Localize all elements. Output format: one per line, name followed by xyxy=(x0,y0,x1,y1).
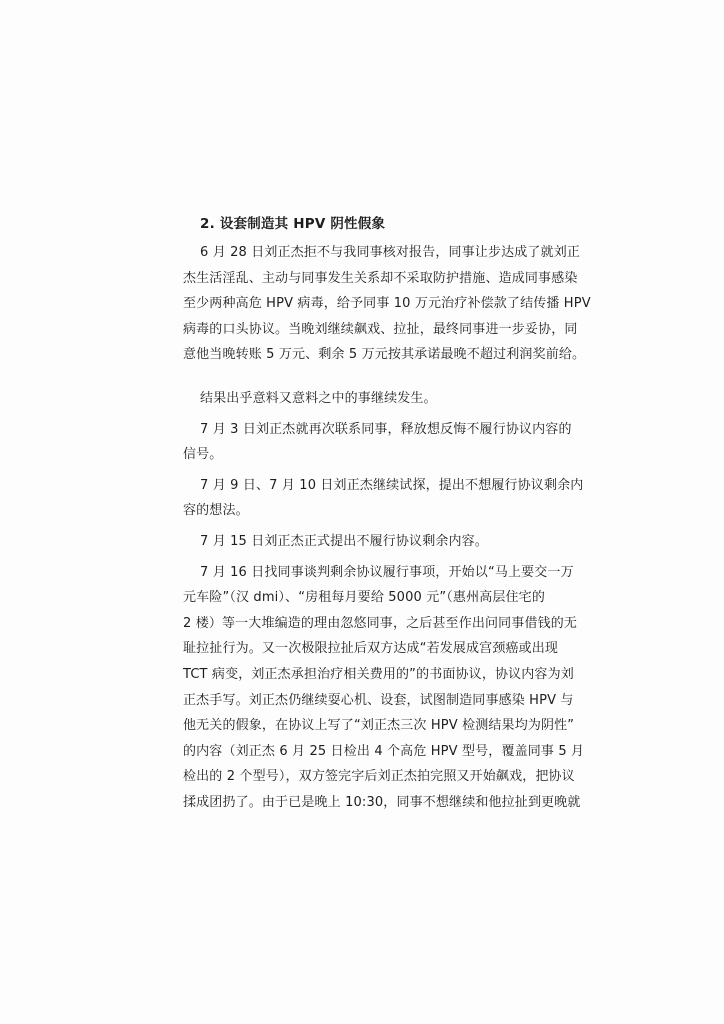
text-line: 的内容（刘正杰 6 月 25 日检出 4 个高危 HPV 型号，覆盖同事 5 月 xyxy=(183,743,585,759)
document-body xyxy=(183,214,591,820)
text-line: TCT 病变，刘正杰承担治疗相关费用的”的书面协议，协议内容为刘 xyxy=(183,666,574,682)
text-line: 7 月 15 日刘正杰正式提出不履行协议剩余内容。 xyxy=(200,533,488,549)
text-line: 容的想法。 xyxy=(183,503,249,519)
text-line: 病毒的口头协议。当晚刘继续飙戏、拉扯，最终同事进一步妥协，同 xyxy=(183,321,578,337)
paragraph-4 xyxy=(183,473,584,524)
text-line: 他无关的假象，在协议上写了“刘正杰三次 HPV 检测结果均为阴性” xyxy=(183,718,575,734)
text-line: 6 月 28 日刘正杰拒不与我同事核对报告，同事让步达成了就刘正 xyxy=(200,245,581,260)
text-line: 2 楼）等一大堆编造的理由忽悠同事，之后甚至作出问同事借钱的无 xyxy=(183,615,578,631)
text-line: 正杰手写。刘正杰仍继续耍心机、设套，试图制造同事感染 HPV 与 xyxy=(183,692,574,708)
text-line: 结果出乎意料又意料之中的事继续发生。 xyxy=(200,390,437,406)
text-line: 至少两种高危 HPV 病毒，给予同事 10 万元治疗补偿款了结传播 HPV xyxy=(183,296,591,312)
text-line: 7 月 9 日、7 月 10 日刘正杰继续试探，提出不想履行协议剩余内 xyxy=(200,477,584,493)
paragraph-1 xyxy=(183,240,591,368)
text-line: 检出的 2 个型号），双方签完字后刘正杰拍完照又开始飙戏，把协议 xyxy=(183,769,575,785)
paragraph-gap xyxy=(183,373,548,386)
paragraph-6 xyxy=(183,560,585,816)
text-line: 揉成团扔了。由于已是晚上 10:30，同事不想继续和他拉扯到更晚就 xyxy=(183,794,581,810)
paragraph-3 xyxy=(183,417,572,468)
section-heading: 2. 设套制造其 HPV 阴性假象 xyxy=(200,216,386,232)
text-line: 信号。 xyxy=(183,447,223,463)
text-line: 意他当晚转账 5 万元、剩余 5 万元按其承诺最晚不超过利润奖前给。 xyxy=(183,347,586,363)
paragraph-2 xyxy=(183,386,548,412)
paragraph-5 xyxy=(183,529,548,555)
text-line: 杰生活淫乱、主动与同事发生关系却不采取防护措施、造成同事感染 xyxy=(183,270,578,286)
text-line: 元车险”（汉 dmi）、“房租每月要给 5000 元”（惠州高层住宅的 xyxy=(183,590,545,606)
text-line: 7 月 3 日刘正杰就再次联系同事，释放想反悔不履行协议内容的 xyxy=(200,421,572,437)
text-line: 7 月 16 日找同事谈判剩余协议履行事项，开始以“马上要交一万 xyxy=(200,564,574,580)
text-line: 耻拉扯行为。又一次极限拉扯后双方达成“若发展成宫颈癌或出现 xyxy=(183,641,559,657)
